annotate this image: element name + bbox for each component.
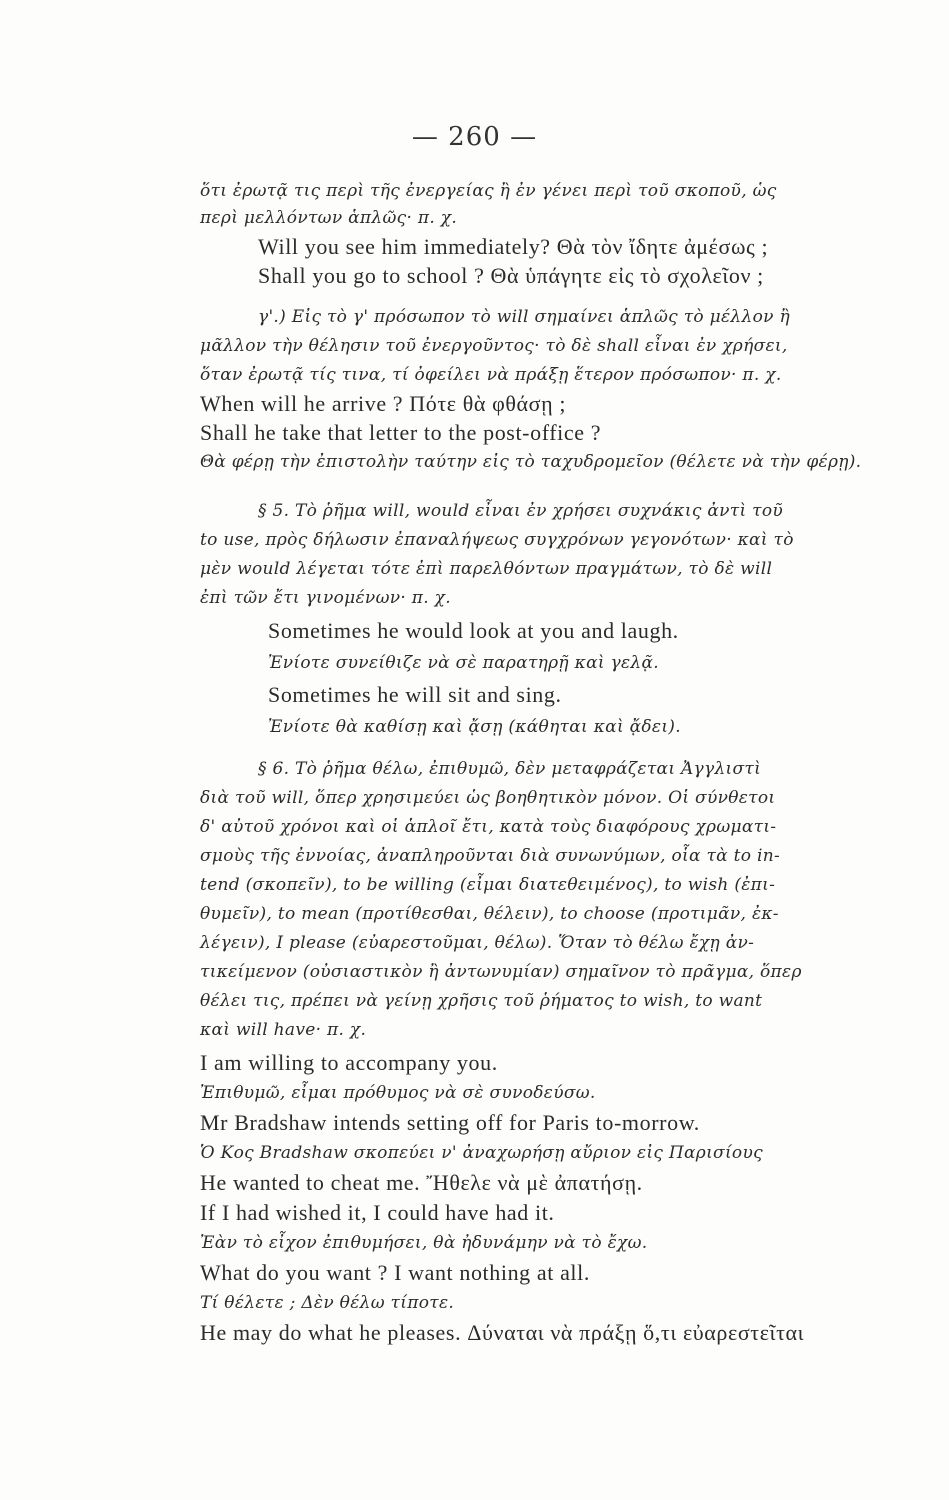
example-english: I am willing to accompany you. (200, 1050, 498, 1075)
text-line: ὅτι ἐρωτᾷ τις περὶ τῆς ἐνεργείας ἢ ἐν γένει περὶ τοῦ σκοποῦ, ὡς (200, 181, 777, 201)
example-greek: Ἐὰν τὸ εἶχον ἐπιθυμήσει, θὰ ἠδυνάμην νὰ τὸ ἔχω. (200, 1233, 648, 1253)
text-line: ὅταν ἐρωτᾷ τίς τινα, τί ὀφείλει νὰ πράξῃ ἕτερον πρόσωπον· π. χ. (200, 365, 782, 385)
text-line: θυμεῖν), to mean (προτίθεσθαι, θέλειν), to choose (προτιμᾶν, ἐκ- (200, 904, 779, 924)
example-mixed: He wanted to cheat me. Ἤθελε νὰ μὲ ἀπατήσῃ. (200, 1170, 643, 1195)
example-mixed: He may do what he pleases. Δύναται νὰ πράξῃ ὅ,τι εὐαρεστεῖται (200, 1320, 805, 1345)
example-english: If I had wished it, I could have had it. (200, 1200, 555, 1225)
example-greek: Ὁ Κος Bradshaw σκοπεύει ν' ἀναχωρήσῃ αὔριον εἰς Παρισίους (200, 1143, 763, 1163)
text-line: διὰ τοῦ will, ὅπερ χρησιμεύει ὡς βοηθητικὸν μόνον. Οἱ σύνθετοι (200, 788, 776, 808)
example-english: When will he arrive ? Πότε θὰ φθάσῃ ; (200, 391, 567, 416)
example-greek: Ἐνίοτε συνείθιζε νὰ σὲ παρατηρῇ καὶ γελᾷ. (268, 653, 659, 673)
text-line: tend (σκοπεῖν), to be willing (εἶμαι διατεθειμένος), to wish (ἐπι- (200, 875, 776, 895)
example-english: Sometimes he would look at you and laugh. (268, 618, 679, 643)
example-english: Will you see him immediately? Θὰ τὸν ἴδητε ἀμέσως ; (258, 234, 769, 259)
text-line: τικείμενον (οὐσιαστικὸν ἢ ἀντωνυμίαν) σημαῖνον τὸ πρᾶγμα, ὅπερ (200, 962, 802, 982)
example-greek: Ἐνίοτε θὰ καθίσῃ καὶ ᾄσῃ (κάθηται καὶ ᾄδει). (268, 717, 681, 737)
example-english: What do you want ? I want nothing at all. (200, 1260, 590, 1285)
text-line: γ'.) Εἰς τὸ γ' πρόσωπον τὸ will σημαίνει ἁπλῶς τὸ μέλλον ἢ (258, 307, 790, 327)
text-line: καὶ will have· π. χ. (200, 1020, 367, 1040)
example-english: Mr Bradshaw intends setting off for Paris to-morrow. (200, 1110, 700, 1135)
section-6-heading: § 6. Τὸ ῥῆμα θέλω, ἐπιθυμῶ, δὲν μεταφράζεται Ἀγγλιστὶ (258, 759, 762, 779)
text-line: λέγειν), I please (εὐαρεστοῦμαι, θέλω). Ὅταν τὸ θέλω ἔχῃ ἀν- (200, 933, 755, 953)
example-english: Shall he take that letter to the post-office ? (200, 420, 602, 445)
text-line: περὶ μελλόντων ἁπλῶς· π. χ. (200, 208, 458, 228)
text-line: θέλει τις, πρέπει νὰ γείνῃ χρῆσις τοῦ ῥήματος to wish, to want (200, 991, 763, 1011)
example-english: Shall you go to school ? Θὰ ὑπάγητε εἰς τὸ σχολεῖον ; (258, 263, 764, 288)
text-line: μᾶλλον τὴν θέλησιν τοῦ ἐνεργοῦντος· τὸ δὲ shall εἶναι ἐν χρήσει, (200, 336, 788, 356)
example-greek: Ἐπιθυμῶ, εἶμαι πρόθυμος νὰ σὲ συνοδεύσω. (200, 1083, 596, 1103)
text-line: to use, πρὸς δήλωσιν ἐπαναλήψεως συγχρόνων γεγονότων· καὶ τὸ (200, 530, 794, 550)
example-greek: Τί θέλετε ; Δὲν θέλω τίποτε. (200, 1293, 455, 1313)
text-line: σμοὺς τῆς ἐννοίας, ἀναπληροῦνται διὰ συνωνύμων, οἷα τὰ to in- (200, 846, 781, 866)
page-number: — 260 — (411, 122, 538, 152)
text-line: μὲν would λέγεται τότε ἐπὶ παρελθόντων πραγμάτων, τὸ δὲ will (200, 559, 773, 579)
text-line: ἐπὶ τῶν ἔτι γινομένων· π. χ. (200, 588, 451, 608)
example-english: Sometimes he will sit and sing. (268, 682, 562, 707)
example-greek: Θὰ φέρῃ τὴν ἐπιστολὴν ταύτην εἰς τὸ ταχυδρομεῖον (θέλετε νὰ τὴν φέρῃ). (200, 452, 862, 472)
section-5-heading: § 5. Τὸ ῥῆμα will, would εἶναι ἐν χρήσει συχνάκις ἀντὶ τοῦ (258, 501, 784, 521)
text-line: δ' αὐτοῦ χρόνοι καὶ οἱ ἁπλοῖ ἔτι, κατὰ τοὺς διαφόρους χρωματι- (200, 817, 777, 837)
